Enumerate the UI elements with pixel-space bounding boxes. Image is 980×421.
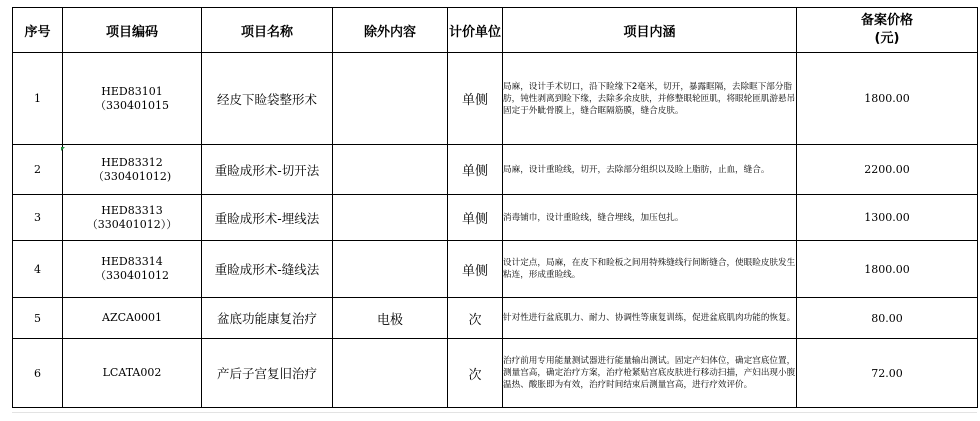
header-name: 项目名称 [202,8,333,53]
cell-seq: 6 [13,339,63,408]
pricing-table [12,7,978,408]
code-line2: （330401012) [92,169,172,183]
code-line1: AZCA0001 [102,311,162,324]
code-line2: （330401012 [95,269,169,282]
cell-exclusion [333,53,448,145]
cell-exclusion [333,241,448,298]
gridline [12,412,977,413]
header-code: 项目编码 [63,8,202,53]
code-line1: HED83101 [101,84,163,98]
code-line2: （330401015 [95,98,169,112]
cell-content: 消毒铺巾，设计重睑线，缝合埋线，加压包扎。 [503,195,797,241]
cell-content: 局麻，设计手术切口，沿下睑缘下2毫米，切开，暴露眶隔，去除眶下部分脂肪，钝性剥离到睑下缘，去除多余皮肤，并修整眼轮匝肌，将眼轮匝肌游悬吊固定于外眦骨膜上，缝合眶隔筋膜，缝合皮肤。 [503,53,797,145]
table-row [13,298,978,339]
cell-price: 2200.00 [797,145,978,195]
cell-name: 产后子宫复旧治疗 [202,339,333,408]
code-line1: LCATA002 [102,366,162,379]
cell-code [63,241,202,298]
cell-seq: 4 [13,241,63,298]
cell-content: 局麻，设计重睑线，切开，去除部分组织以及睑上脂肪，止血，缝合。 [503,145,797,195]
table-row [13,241,978,298]
cell-name: 重睑成形术-缝线法 [202,241,333,298]
cell-exclusion: 电极 [333,298,448,339]
table-row [13,145,978,195]
header-price-line2: (元) [874,31,900,46]
cell-content: 针对性进行盆底肌力、耐力、协调性等康复训练，促进盆底肌肉功能的恢复。 [503,298,797,339]
cell-price: 80.00 [797,298,978,339]
cell-unit: 次 [448,298,503,339]
cell-exclusion [333,145,448,195]
header-content: 项目内涵 [503,8,797,53]
header-row [13,8,978,53]
header-seq: 序号 [13,8,63,53]
cell-seq: 5 [13,298,63,339]
header-unit: 计价单位 [448,8,503,53]
header-price [797,8,978,53]
cell-price: 1800.00 [797,241,978,298]
cell-code [63,339,202,408]
cell-code [63,298,202,339]
cell-name: 经皮下睑袋整形术 [202,53,333,145]
cell-comment-indicator [61,147,65,151]
cell-price: 1300.00 [797,195,978,241]
cell-unit: 次 [448,339,503,408]
cell-name: 重睑成形术-切开法 [202,145,333,195]
cell-content: 治疗前用专用能量测试器进行能量输出测试。固定产妇体位，确定宫底位置，测量宫高，确定治疗方案，治疗枪紧贴宫底皮肤进行移动扫描，产妇出现小腹温热、酸胀即为有效，治疗时间结束后测量宫高，进行疗效评价。 [503,339,797,408]
cell-name: 重睑成形术-埋线法 [202,195,333,241]
cell-price: 1800.00 [797,53,978,145]
code-line1: HED83314 [101,255,163,268]
cell-code [63,195,202,241]
cell-content: 设计定点，局麻，在皮下和睑板之间用特殊缝线行间断缝合，使眼睑皮肤发生粘连，形成重睑线。 [503,241,797,298]
code-line1: HED83313 [101,203,163,217]
cell-unit: 单侧 [448,145,503,195]
cell-price: 72.00 [797,339,978,408]
cell-unit: 单侧 [448,53,503,145]
code-line1: HED83312 [101,155,163,169]
table-row [13,339,978,408]
cell-unit: 单侧 [448,241,503,298]
cell-seq: 2 [13,145,63,195]
cell-exclusion [333,339,448,408]
header-exclusion: 除外内容 [333,8,448,53]
table-row [13,53,978,145]
cell-exclusion [333,195,448,241]
cell-seq: 1 [13,53,63,145]
cell-seq: 3 [13,195,63,241]
cell-unit: 单侧 [448,195,503,241]
cell-code [63,53,202,145]
cell-name: 盆底功能康复治疗 [202,298,333,339]
header-price-line1: 备案价格 [860,13,913,28]
cell-code [63,145,202,195]
code-line2: （330401012）） [86,217,178,231]
table-row [13,195,978,241]
